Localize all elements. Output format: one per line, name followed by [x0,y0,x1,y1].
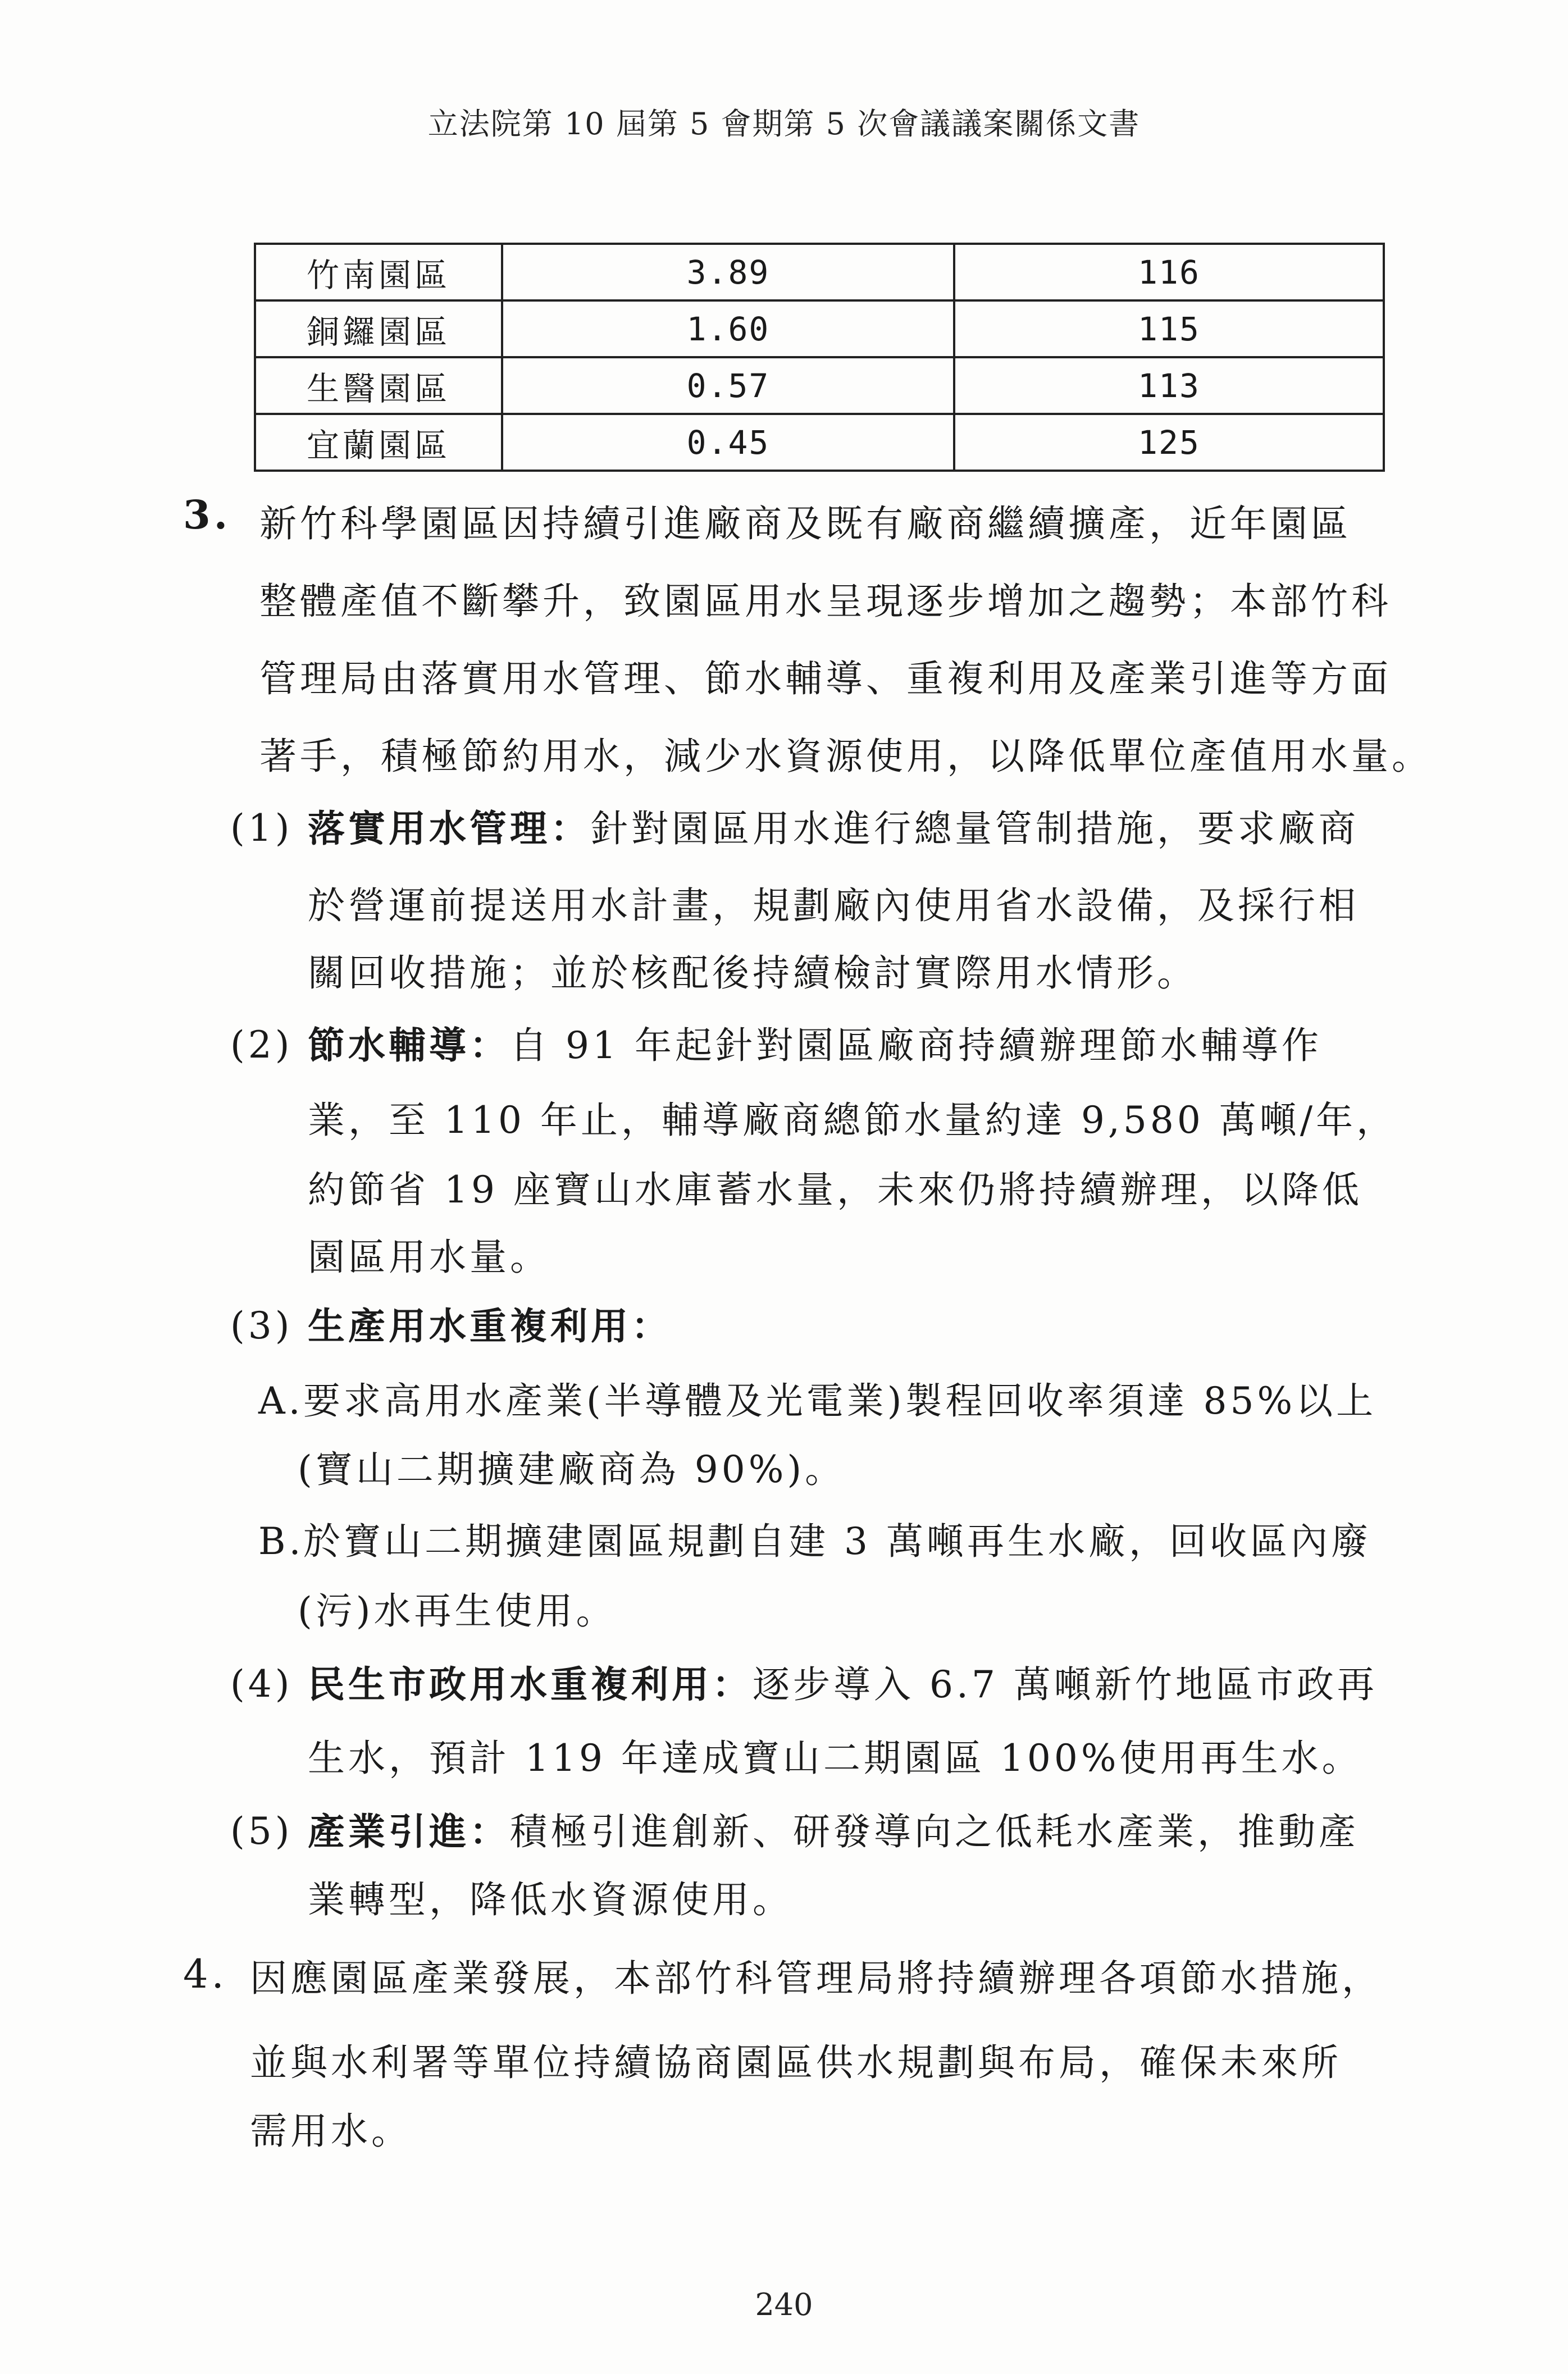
item-1-label: (1) [230,806,293,850]
subitem-a-text: 要求高用水產業(半導體及光電業)製程回收率須達 85%以上 [303,1379,1377,1423]
item-3-label: (3) [230,1304,293,1347]
item-2-label: (2) [230,1023,293,1067]
paragraph-line: (寶山二期擴建廠商為 90%)。 [298,1448,846,1491]
subitem-a-label: A. [258,1379,304,1423]
item-1-first-line [308,806,1359,850]
item-2-first-line [308,1023,1322,1067]
table-cell-park: 竹南園區 [255,244,502,300]
table-cell-value: 0.45 [502,414,954,471]
table-cell-year: 113 [954,357,1384,414]
table-cell-value: 3.89 [502,244,954,300]
table-row [255,300,1384,357]
subitem-b-label: B. [258,1520,304,1563]
table-row [255,414,1384,471]
item-4-text: 逐步導入 6.7 萬噸新竹地區市政再 [753,1663,1378,1706]
table-cell-value: 1.60 [502,300,954,357]
page-number: 240 [755,2287,813,2322]
item-4-label: (4) [230,1662,293,1706]
item-2-text: 自 91 年起針對園區廠商持續辦理節水輔導作 [510,1024,1322,1067]
item-5-title: 產業引進： [308,1810,510,1853]
paragraph-line: 約節省 19 座寶山水庫蓄水量，未來仍將持續辦理，以降低 [308,1168,1362,1211]
table-row [255,357,1384,414]
item-5-first-line [308,1810,1359,1853]
paragraph-line: 新竹科學園區因持續引進廠商及既有廠商繼續擴產，近年園區 [259,502,1351,545]
paragraph-line: 生水，預計 119 年達成寶山二期園區 100%使用再生水。 [308,1737,1362,1780]
item-1-text: 針對園區用水進行總量管制措施，要求廠商 [591,807,1359,850]
table-cell-park: 生醫園區 [255,357,502,414]
paragraph-line: 因應園區產業發展，本部竹科管理局將持續辦理各項節水措施， [250,1957,1382,2000]
table-cell-value: 0.57 [502,357,954,414]
section-4-number: 4. [183,1951,227,1997]
paragraph-line: 管理局由落實用水管理、節水輔導、重複利用及產業引進等方面 [259,657,1392,700]
table-cell-year: 125 [954,414,1384,471]
table-row [255,244,1384,300]
paragraph-line: 需用水。 [250,2109,412,2153]
item-3-title: 生產用水重複利用： [308,1304,672,1348]
table-cell-park: 銅鑼園區 [255,300,502,357]
paragraph-line: 業轉型，降低水資源使用。 [308,1878,793,1921]
paragraph-line: (污)水再生使用。 [298,1589,617,1633]
item-5-text: 積極引進創新、研發導向之低耗水產業，推動產 [510,1810,1359,1853]
paragraph-line: 整體產值不斷攀升，致園區用水呈現逐步增加之趨勢；本部竹科 [259,580,1392,623]
document-header: 立法院第 10 屆第 5 會期第 5 次會議議案關係文書 [427,106,1141,142]
item-4-first-line [308,1662,1378,1706]
park-water-table [254,243,1385,472]
paragraph-line: 於營運前提送用水計畫，規劃廠內使用省水設備，及採行相 [308,884,1359,927]
item-2-title: 節水輔導： [308,1023,510,1067]
paragraph-line: 著手，積極節約用水，減少水資源使用，以降低單位產值用水量。 [259,735,1432,778]
paragraph-line: 業，至 110 年止，輔導廠商總節水量約達 9,580 萬噸/年， [308,1099,1397,1142]
table-cell-year: 115 [954,300,1384,357]
item-5-label: (5) [230,1810,293,1853]
paragraph-line: 並與水利署等單位持續協商園區供水規劃與布局，確保未來所 [250,2041,1342,2084]
table-cell-park: 宜蘭園區 [255,414,502,471]
table-cell-year: 116 [954,244,1384,300]
item-1-title: 落實用水管理： [308,806,591,850]
paragraph-line: 園區用水量。 [308,1236,550,1279]
section-3-number: 3. [183,491,231,538]
paragraph-line: 關回收措施；並於核配後持續檢討實際用水情形。 [308,951,1197,995]
subitem-b-text: 於寶山二期擴建園區規劃自建 3 萬噸再生水廠，回收區內廢 [303,1520,1371,1563]
item-4-title: 民生市政用水重複利用： [308,1662,753,1706]
